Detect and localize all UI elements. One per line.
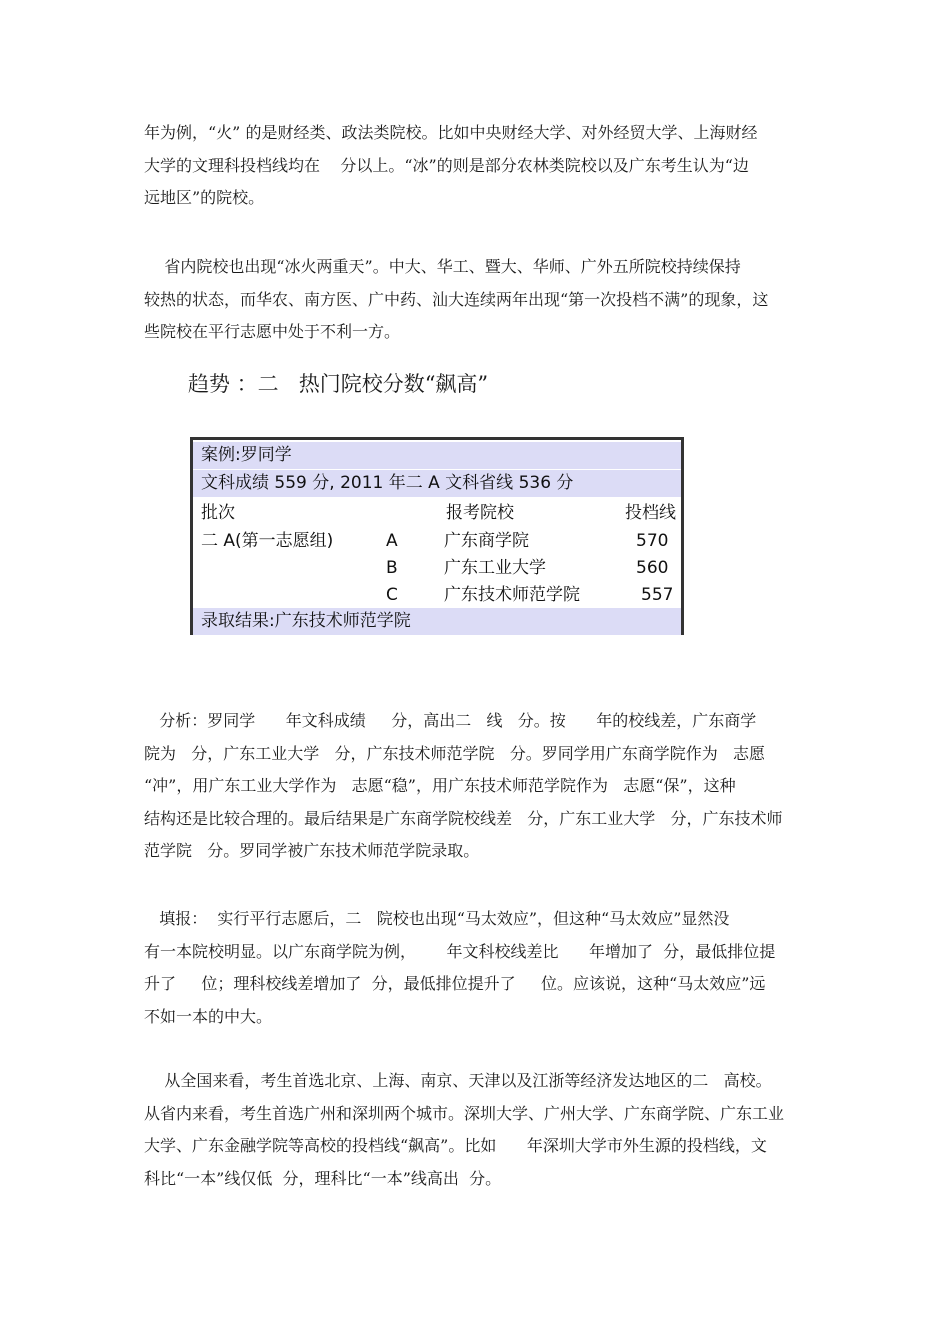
text-line: 省内院校也出现“冰火两重天”。中大、华工、暨大、华师、广外五所院校持续保持 xyxy=(144,257,741,276)
score-line: 570 xyxy=(636,531,669,551)
case-score-row xyxy=(193,470,681,497)
school-name: 广东技术师范学院 xyxy=(444,585,580,605)
text-line: 不如一本的中大。 xyxy=(144,1006,273,1026)
text-line: 些院校在平行志愿中处于不利一方。 xyxy=(144,322,401,341)
text-line: 院为 分，广东工业大学 分，广东技术师范学院 分。罗同学用广东商学院作为 志愿 xyxy=(144,743,766,763)
paragraph-2 xyxy=(144,251,808,349)
batch-value: 二 A(第一志愿组) xyxy=(201,531,334,551)
header-batch: 批次 xyxy=(201,503,235,523)
text-line: “冲”，用广东工业大学作为 志愿“稳”，用广东技术师范学院作为 志愿“保”，这种 xyxy=(144,776,736,795)
text-line: 年为例，“火” 的是财经类、政法类院校。比如中央财经大学、对外经贸大学、上海财经 xyxy=(144,123,758,142)
paragraph-4 xyxy=(144,903,808,1033)
text-line: 大学的文理科投档线均在 分以上。“冰”的则是部分农林类院校以及广东考生认为“边 xyxy=(144,155,749,175)
text-line: 远地区”的院校。 xyxy=(144,188,265,207)
case-result-row xyxy=(193,608,681,635)
case-title: 案例:罗同学 xyxy=(201,445,292,465)
school-name: 广东工业大学 xyxy=(444,558,546,578)
text-line: 较热的状态，而华农、南方医、广中药、汕大连续两年出现“第一次投档不满”的现象，这 xyxy=(144,289,769,309)
case-table xyxy=(190,437,684,635)
header-school: 报考院校 xyxy=(446,503,514,523)
paragraph-5 xyxy=(144,1065,808,1195)
text-line: 从全国来看，考生首选北京、上海、南京、天津以及江浙等经济发达地区的二 高校。 xyxy=(144,1071,772,1090)
text-line: 范学院 分。罗同学被广东技术师范学院录取。 xyxy=(144,841,480,860)
table-row xyxy=(193,528,681,555)
table-row xyxy=(193,555,681,582)
choice-letter: B xyxy=(386,558,398,578)
score-line: 557 xyxy=(641,585,674,605)
case-header-row xyxy=(193,500,681,527)
table-row xyxy=(193,582,681,609)
choice-letter: C xyxy=(386,585,398,605)
paragraph-1 xyxy=(144,117,808,215)
section-heading: 趋势 ：二 热门院校分数“飙高” xyxy=(188,372,489,396)
choice-letter: A xyxy=(386,531,398,551)
text-line: 结构还是比较合理的。最后结果是广东商学院校线差 分，广东工业大学 分，广东技术师 xyxy=(144,808,783,828)
text-line: 分析：罗同学 年文科成绩 分，高出二 线 分。按 年的校线差，广东商学 xyxy=(144,711,757,730)
score-line: 560 xyxy=(636,558,669,578)
text-line: 有一本院校明显。以广东商学院为例， 年文科校线差比 年增加了 分，最低排位提 xyxy=(144,941,776,961)
text-line: 升了 位；理科校线差增加了 分，最低排位提升了 位。应该说，这种“马太效应”远 xyxy=(144,974,766,993)
school-name: 广东商学院 xyxy=(444,531,529,551)
text-line: 填报： 实行平行志愿后，二 院校也出现“马太效应”，但这种“马太效应”显然没 xyxy=(144,909,730,928)
paragraph-3 xyxy=(144,705,808,868)
header-line: 投档线 xyxy=(625,503,676,523)
text-line: 科比“一本”线仅低 分，理科比“一本”线高出 分。 xyxy=(144,1168,502,1188)
case-score-line: 文科成绩 559 分, 2011 年二 A 文科省线 536 分 xyxy=(201,473,574,493)
case-title-row xyxy=(193,442,681,469)
text-line: 从省内来看，考生首选广州和深圳两个城市。深圳大学、广州大学、广东商学院、广东工业 xyxy=(144,1103,785,1123)
case-result: 录取结果:广东技术师范学院 xyxy=(201,611,411,631)
text-line: 大学、广东金融学院等高校的投档线“飙高”。比如 年深圳大学市外生源的投档线，文 xyxy=(144,1136,767,1155)
